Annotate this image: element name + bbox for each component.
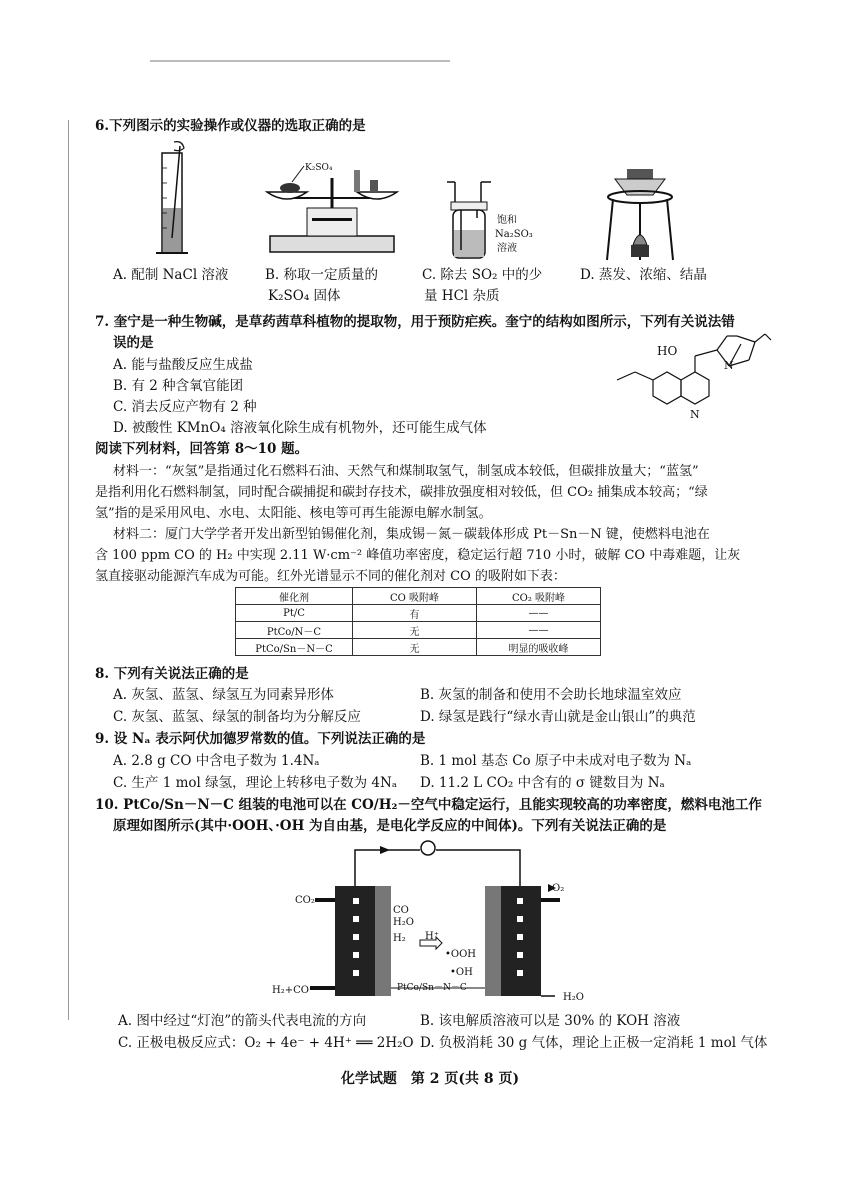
q7-stem-line2: 误的是	[113, 335, 154, 351]
table-header-row	[236, 588, 601, 605]
q9-option-a: A. 2.8 g CO 中含电子数为 1.4Nₐ	[113, 753, 320, 769]
material2-line2: 含 100 ppm CO 的 H₂ 中实现 2.11 W·cm⁻² 峰值功率密度，稳定运行超 710 小时，破解 CO 中毒难题，让灰	[95, 548, 741, 563]
material1-line1: 材料一：“灰氢”是指通过化石燃料石油、天然气和煤制取氢气，制氢成本较低，但碳排放量大；“蓝氢”	[113, 464, 699, 479]
cell-h2o-in-label: H₂O	[393, 917, 414, 928]
cell-co2-label: CO₂	[295, 895, 315, 906]
table-cell: PtCo/Sn－N－C	[236, 639, 353, 656]
cell-h2o-out-label: H₂O	[563, 992, 584, 1003]
material-intro: 阅读下列材料，回答第 8～10 题。	[95, 441, 309, 457]
margin-rule	[68, 120, 69, 1020]
table-header: CO 吸附峰	[353, 588, 477, 605]
q7-option-b: B. 有 2 种含氧官能团	[113, 378, 244, 394]
adsorption-table	[235, 587, 601, 656]
bottle-label-1: 饱和	[497, 215, 517, 226]
q8-option-a: A. 灰氢、蓝氢、绿氢互为同素异形体	[113, 687, 334, 703]
evaporating-dish-figure	[605, 165, 675, 265]
q10-option-a: A. 图中经过“灯泡”的箭头代表电流的方向	[118, 1013, 367, 1029]
material1-line3: 氢”指的是采用风电、水电、太阳能、核电等可再生能源电解水制氢。	[95, 506, 492, 521]
q8-option-b: B. 灰氢的制备和使用不会助长地球温室效应	[420, 687, 682, 703]
q6-option-c-line1: C. 除去 SO₂ 中的少	[422, 267, 543, 283]
table-cell: Pt/C	[236, 605, 353, 622]
table-row	[236, 605, 601, 622]
table-row	[236, 639, 601, 656]
table-row	[236, 622, 601, 639]
quinine-n2-label: N	[690, 408, 700, 421]
k2so4-label: K₂SO₄	[305, 163, 333, 173]
page-footer: 化学试题 第 2 页(共 8 页)	[340, 1071, 520, 1087]
q6-option-b-line2: K₂SO₄ 固体	[268, 288, 341, 304]
q10-option-d: D. 负极消耗 30 g 气体，理论上正极一定消耗 1 mol 气体	[420, 1035, 768, 1051]
q7-option-d: D. 被酸性 KMnO₄ 溶液氧化除生成有机物外，还可能生成气体	[113, 420, 487, 436]
q10-stem-line1: 10. PtCo/Sn－N－C 组装的电池可以在 CO/H₂－空气中稳定运行，且能实现较高的功率密度，燃料电池工作	[95, 797, 762, 813]
table-cell: 明显的吸收峰	[477, 639, 601, 656]
q7-option-a: A. 能与盐酸反应生成盐	[113, 357, 253, 373]
table-header: 催化剂	[236, 588, 353, 605]
q9-stem: 9. 设 Nₐ 表示阿伏加德罗常数的值。下列说法正确的是	[95, 731, 426, 747]
q6-option-a: A. 配制 NaCl 溶液	[113, 267, 229, 283]
material1-line2: 是指利用化石燃料制氢，同时配合碳捕捉和碳封存技术，碳排放强度相对较低，但 CO₂ 捕集成本较高；“绿	[95, 485, 708, 500]
table-cell: PtCo/N－C	[236, 622, 353, 639]
q6-option-b-line1: B. 称取一定质量的	[265, 267, 379, 283]
bottle-label-3: 溶液	[497, 243, 517, 254]
q10-stem-line2: 原理如图所示(其中·OOH、·OH 为自由基，是电化学反应的中间体)。下列有关说法正确的是	[113, 818, 667, 834]
gas-washing-bottle-figure	[445, 180, 495, 265]
q8-stem: 8. 下列有关说法正确的是	[95, 666, 249, 682]
scan-edge-line	[150, 60, 450, 62]
q8-option-c: C. 灰氢、蓝氢、绿氢的制备均为分解反应	[113, 709, 361, 725]
cell-o2-label: O₂	[552, 883, 565, 894]
q9-option-c: C. 生产 1 mol 绿氢，理论上转移电子数为 4Nₐ	[113, 775, 398, 791]
cell-co-label: CO	[393, 905, 409, 916]
q6-option-d: D. 蒸发、浓缩、结晶	[580, 267, 707, 283]
quinine-n1-label: N	[724, 359, 734, 372]
cell-hplus-label: H⁺	[425, 931, 439, 942]
q10-option-b: B. 该电解质溶液可以是 30% 的 KOH 溶液	[420, 1013, 681, 1029]
table-cell: ——	[477, 605, 601, 622]
q10-option-c: C. 正极电极反应式：O₂ + 4e⁻ + 4H⁺ ══ 2H₂O	[118, 1035, 414, 1051]
q9-option-b: B. 1 mol 基态 Co 原子中未成对电子数为 Nₐ	[420, 753, 692, 769]
q7-option-c: C. 消去反应产物有 2 种	[113, 399, 257, 415]
cell-ooh-label: •OOH	[445, 949, 477, 960]
bottle-label-2: Na₂SO₃	[495, 229, 533, 240]
cell-catalyst-label: PtCo/Sn－N－C	[397, 983, 467, 993]
graduated-cylinder-figure	[150, 138, 200, 263]
table-cell: 有	[353, 605, 477, 622]
material2-line1: 材料二：厦门大学学者开发出新型铂锡催化剂，集成锡－氮－碳载体形成 Pt－Sn－N 键，使燃料电池在	[113, 527, 710, 542]
cell-feed-label: H₂+CO	[272, 985, 309, 996]
cell-h2-label: H₂	[393, 933, 406, 944]
q7-stem-line1: 7. 奎宁是一种生物碱，是草药茜草科植物的提取物，用于预防疟疾。奎宁的结构如图所示，下列有关说法错	[95, 314, 735, 330]
quinine-oh-label: HO	[657, 344, 678, 358]
cell-oh-label: •OH	[450, 967, 473, 978]
table-cell: ——	[477, 622, 601, 639]
q6-option-c-line2: 量 HCl 杂质	[424, 288, 500, 304]
table-header: CO₂ 吸附峰	[477, 588, 601, 605]
table-cell: 无	[353, 622, 477, 639]
q9-option-d: D. 11.2 L CO₂ 中含有的 σ 键数目为 Nₐ	[420, 775, 665, 791]
table-cell: 无	[353, 639, 477, 656]
bulb-icon	[421, 841, 435, 855]
q6-stem: 6.下列图示的实验操作或仪器的选取正确的是	[95, 118, 366, 134]
q8-option-d: D. 绿氢是践行“绿水青山就是金山银山”的典范	[420, 709, 696, 725]
material2-line3: 氢直接驱动能源汽车成为可能。红外光谱显示不同的催化剂对 CO 的吸附如下表：	[95, 569, 566, 584]
